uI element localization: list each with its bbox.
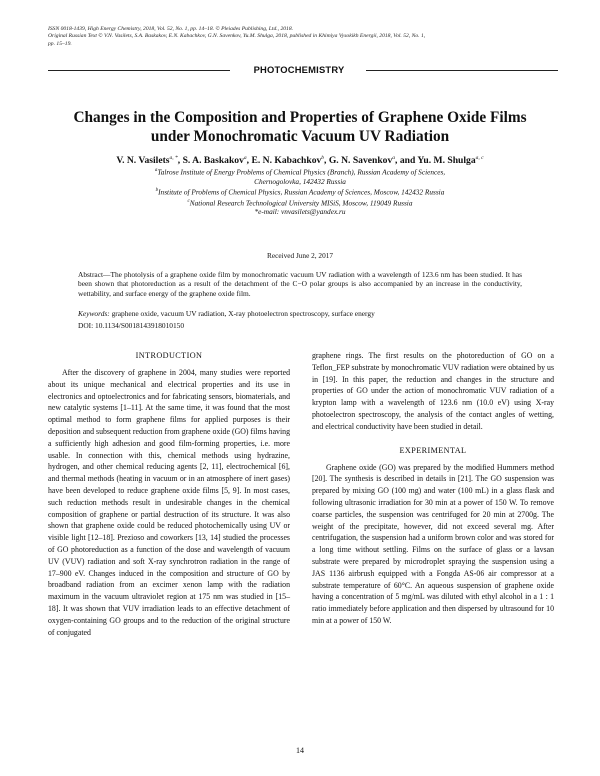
- author-1: V. N. Vasilets: [116, 155, 170, 167]
- journal-header: [48, 26, 568, 48]
- keywords-text: graphene oxide, vacuum UV radiation, X-ray photoelectron spectroscopy, surface energy: [109, 309, 375, 318]
- section-rule-right: [366, 70, 558, 71]
- author-1-mark: a, *: [169, 155, 178, 161]
- section-rule-left: [48, 70, 230, 71]
- keywords-label: Keywords:: [78, 309, 110, 318]
- left-column: [48, 350, 290, 638]
- experimental-paragraph: Graphene oxide (GO) was prepared by the modified Hummers method [20]. The synthesis is described in details in [21]. The GO suspension was prepared by mixing GO (100 mg) and water (100 mL) in a glass flask and following ultrasonic irradiation for 30 min at a power of 150 W. To remove coarse particles, the suspension was centrifuged for 20 min at 2700g. The weight of the precipitate, however, did not exceed several mg. After centrifugation, the suspension had a uniform brown color and was stored for a long time without settling. Films on the surface of glass or a lavsan substrate were prepared by microdroplet spraying the suspension using a JAS 1136 airbrush equipped with a Fongda AS-06 air compressor at a substrate temperature of 60°C. An aqueous suspension of graphene oxide having a concentration of 5 mg/mL was diluted with ethyl alcohol in a 1 : 1 ratio immediately before application and then dispersed by ultrasound for 10 min at a power of 150 W.: [312, 462, 554, 625]
- title-line1: Changes in the Composition and Properties of Graphene Oxide Films: [73, 109, 527, 126]
- affiliation-b: [40, 186, 560, 197]
- author-5: and Yu. M. Shulga: [399, 155, 476, 167]
- paper-title: [40, 108, 560, 146]
- journal-header-line3: pp. 15–19.: [48, 40, 72, 47]
- affiliation-b-line: Institute of Problems of Chemical Physics, Russian Academy of Sciences, Moscow, 142432 Russia: [158, 187, 445, 197]
- journal-header-line1: ISSN 0018-1439, High Energy Chemistry, 2018, Vol. 52, No. 1, pp. 14–18. © Pleiades Publishing, Ltd., 2018.: [48, 26, 294, 32]
- author-3: E. N. Kabachkov: [251, 155, 322, 167]
- right-column: [312, 350, 554, 627]
- experimental-heading: EXPERIMENTAL: [399, 445, 467, 455]
- author-2: S. A. Baskakov: [182, 155, 244, 167]
- affiliation-b-mark: b: [155, 188, 159, 194]
- affiliation-a-line1: Talrose Institute of Energy Problems of Chemical Physics (Branch), Russian Academy of Sciences,: [157, 167, 446, 177]
- title-line2: under Monochromatic Vacuum UV Radiation: [150, 128, 450, 145]
- affiliation-a-line2: Chernogolovka, 142432 Russia: [254, 176, 346, 186]
- affiliations: [40, 166, 560, 217]
- affiliation-a-mark: a: [154, 168, 158, 173]
- affiliation-c-line: National Research Technological University MISiS, Moscow, 119049 Russia: [189, 198, 413, 208]
- author-4: G. N. Savenkov: [328, 155, 393, 167]
- intro-heading: INTRODUCTION: [135, 351, 203, 360]
- affiliation-c-mark: c: [187, 198, 190, 204]
- abstract-text: —The photolysis of a graphene oxide film by monochromatic vacuum UV radiation with a wavelength of 123.6 nm has been studied. It has been shown that photoreduction as a result of the detachment of the C−O polar groups is also accompanied by an increase in the conductivity, wettability, and surface energy of the graphene oxide film.: [78, 270, 522, 298]
- journal-header-line2: Original Russian Text © V.N. Vasilets, S.A. Baskakov, E.N. Kabachkov, G.N. Savenkov, Yu.M. Shulga, 2018, published in Khimiya Vysokikh Energii, 2018, Vol. 52, No. 1,: [48, 33, 426, 40]
- abstract-label: Abstract: [78, 270, 104, 279]
- abstract: [78, 270, 522, 298]
- section-label: PHOTOCHEMISTRY: [253, 64, 345, 75]
- received-date: Received June 2, 2017: [266, 251, 334, 260]
- section-gap: [312, 433, 554, 445]
- intro-paragraph-continued: graphene rings. The first results on the photoreduction of GO on a Teflon_FEP substrate by monochromatic VUV radiation were obtained by us in [19]. In this paper, the reduction and changes in the structure and properties of GO under the action of monochromatic VUV radiation of a krypton lamp with a wavelength of 123.6 nm (10.0 eV) using X-ray photoelectron spectroscopy, the analysis of the contact angles of wetting, and electrical conductivity have been studied in detail.: [312, 351, 554, 431]
- section-bar: [48, 64, 558, 76]
- keywords: [78, 309, 522, 318]
- author-3-mark: b: [321, 155, 325, 161]
- contact-email: *e-mail: vnvasilets@yandex.ru: [254, 207, 346, 217]
- intro-paragraph: After the discovery of graphene in 2004, many studies were reported about its unique mechanical and electrical properties and its use in electronics and optoelectronics and for fabricating sensors, biomaterials, and new catalytic systems [1–11]. At the same time, it was found that the most optimal method to form graphene films for applied purposes is their deposition and subsequent reduction from graphene oxide (GO) films having a sufficiently high adhesion and good film-forming properties, i.e. more usable. In connection with this, chemical methods using hydrazine, hydrogen, and other chemical reducing agents [2, 11], electrochemical [6], and thermal methods (heating in vacuum or in an atmosphere of inert gases) have been developed to reduce graphene oxide films [5, 9]. In most cases, such reduction methods result in undesirable changes in the chemical composition of graphene or partial destruction of its structure. It was also shown that graphene oxide could be reduced photochemically using UV or visible light [12–18]. Prezioso and coworkers [13, 14] studied the processes of GO photoreduction as a function of the dose and wavelength of vacuum UV (VUV) radiation and soft X-ray synchrotron radiation in the range of 17–900 eV. Changes induced in the composition and structure of GO by broadband radiation from an excimer xenon lamp with the radiation maximum in the vacuum ultraviolet region at 175 nm was studied in [15–18]. It was shown that VUV irradiation leads to an effective detachment of oxygen-containing GO groups and to the reduction of the original structure of conjugated: [48, 368, 290, 637]
- affiliation-a: [40, 166, 560, 177]
- affiliation-c: [40, 197, 560, 208]
- author-list: V. N. Vasilets$^{a, *}$, S. A. Baskakov$^a$, E. N. Kabachkov$^b$, G. N. Savenkov$^a$, and Yu. M. Shulga$^{a, c}$: [116, 155, 484, 167]
- doi: DOI: 10.1134/S0018143918010150: [78, 321, 185, 330]
- author-5-mark: a, c: [475, 155, 484, 161]
- author-4-mark: a: [392, 155, 396, 161]
- author-2-mark: a: [243, 155, 247, 161]
- page-number: 14: [296, 746, 304, 755]
